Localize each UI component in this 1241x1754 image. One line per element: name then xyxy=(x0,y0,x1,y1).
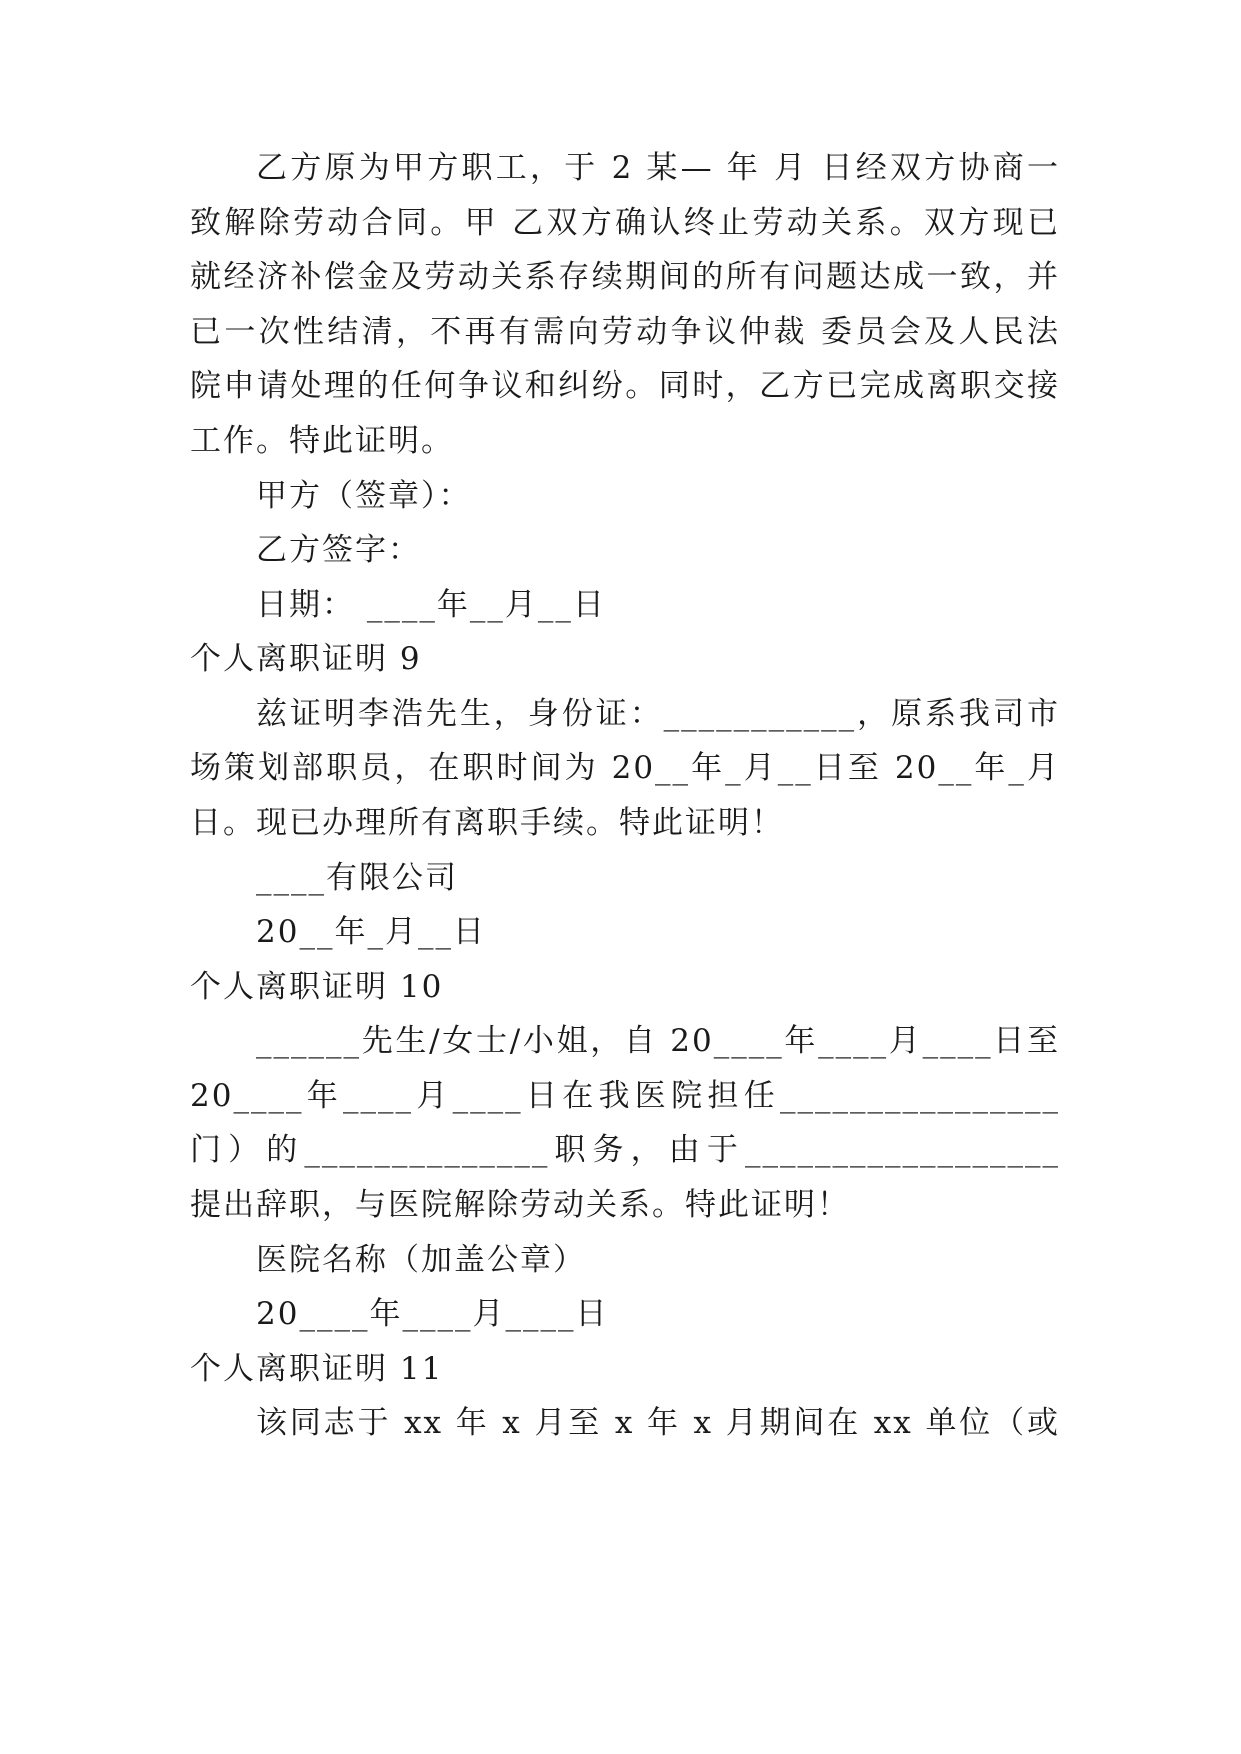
paragraph-line: 门）的______________职务，由于__________________ xyxy=(190,1132,1060,1168)
party-b-signature-label: 乙方签字： xyxy=(256,532,421,568)
party-a-signature-label: 甲方（签章）： xyxy=(256,478,472,514)
paragraph-line: 提出辞职，与医院解除劳动关系。特此证明！ xyxy=(190,1187,850,1223)
paragraph-line: 该同志于 xx 年 x 月至 x 年 x 月期间在 xx 单位（或 xyxy=(256,1405,1060,1441)
paragraph-line: 工作。特此证明。 xyxy=(190,423,454,459)
company-name-line: ____有限公司 xyxy=(256,860,458,896)
paragraph-line: 乙方原为甲方职工，于 2 某— 年 月 日经双方协商一 xyxy=(256,150,1060,186)
paragraph-line: 日。现已办理所有离职手续。特此证明！ xyxy=(190,805,784,841)
paragraph-line: 兹证明李浩先生，身份证：___________，原系我司市 xyxy=(256,696,1060,732)
paragraph-line: 已一次性结清，不再有需向劳动争议仲裁 委员会及人民法 xyxy=(190,314,1060,350)
section-heading: 个人离职证明 10 xyxy=(190,969,444,1005)
date-line: 20____年____月____日 xyxy=(256,1296,609,1332)
hospital-name-line: 医院名称（加盖公章） xyxy=(256,1242,586,1278)
section-heading: 个人离职证明 9 xyxy=(190,641,422,677)
section-heading: 个人离职证明 11 xyxy=(190,1351,444,1387)
paragraph-line: 20____年____月____日在我医院担任________________ xyxy=(190,1078,1060,1114)
paragraph-line: 院申请处理的任何争议和纠纷。同时，乙方已完成离职交接 xyxy=(190,368,1060,404)
date-line: 20__年_月__日 xyxy=(256,914,486,950)
paragraph-line: ______先生/女士/小姐，自 20____年____月____日至 xyxy=(256,1023,1060,1059)
paragraph-line: 就经济补偿金及劳动关系存续期间的所有问题达成一致，并 xyxy=(190,259,1060,295)
paragraph-line: 场策划部职员，在职时间为 20__年_月__日至 20__年_月 xyxy=(190,750,1060,786)
paragraph-line: 致解除劳动合同。甲 乙双方确认终止劳动关系。双方现已 xyxy=(190,205,1060,241)
date-line: 日期： ____年__月__日 xyxy=(256,587,606,623)
